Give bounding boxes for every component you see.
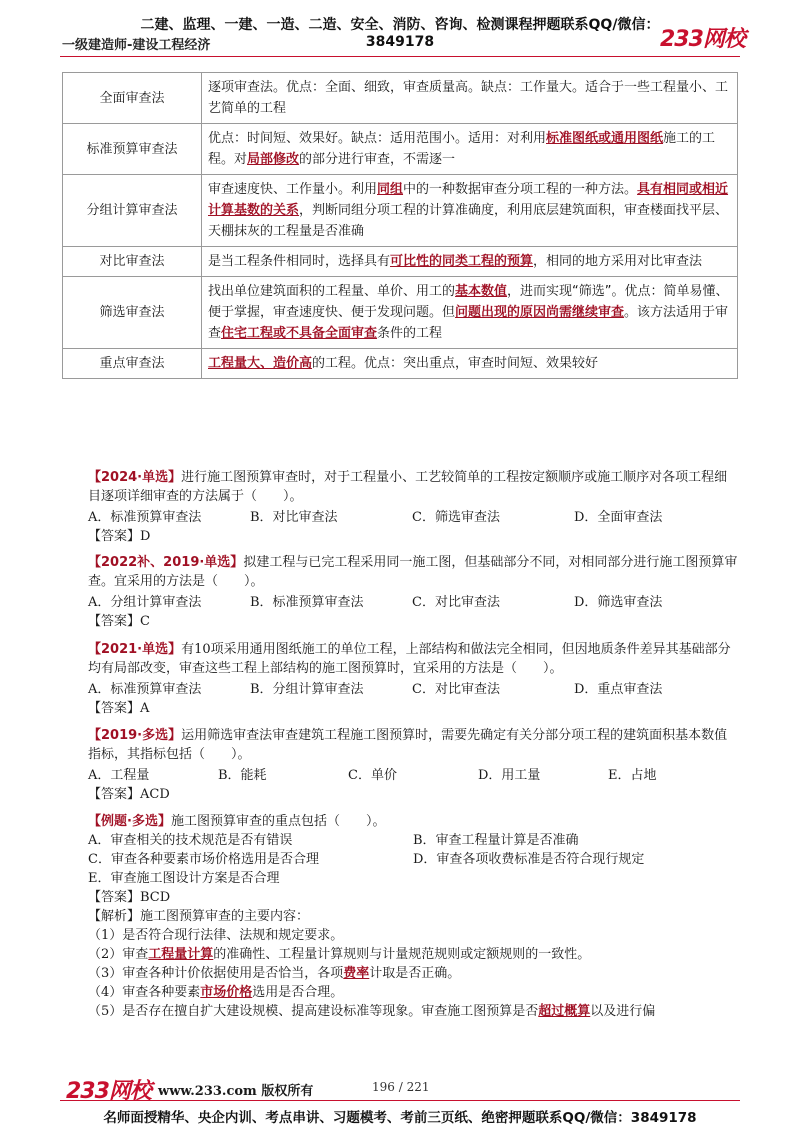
key-term: 局部修改 [247,152,300,167]
brand-logo: 233网校 [660,27,745,52]
text-run: 是当工程条件相同时，选择具有 [208,254,391,269]
question-tag: 【2019·多选】 [88,728,182,743]
answer: 【答案】A [88,701,150,716]
text-run: 施工的工程。对 [208,131,716,167]
option-b: B．审查工程量计算是否准确 [413,833,579,848]
text-run: （5）是否存在擅自扩大建设规模、提高建设标准等现象。审查施工图预算是否 [88,1004,539,1019]
text-run: 逐项审查法。优点：全面、细致，审查质量高。缺点：工作量大。适合于一些工程量小、工艺简单的工程 [208,80,729,116]
footer-contact-line: 名师面授精华、央企内训、考点串讲、习题模考、考前三页纸、绝密押题联系QQ/微信：3849178 [103,1110,697,1126]
method-description [202,277,738,349]
question-stem: 进行施工图预算审查时，对于工程量小、工艺较简单的工程按定额顺序或施工顺序对各项工程细目逐项详细审查的方法属于（ ）。 [88,470,728,504]
method-name: 全面审查法 [63,73,202,124]
table-row [63,277,738,349]
method-description [202,73,738,124]
table-row [63,247,738,277]
question-1 [88,468,738,546]
key-term: 标准图纸或通用图纸 [546,131,664,146]
text-run: （3）审查各种计价依据使用是否恰当，各项 [88,966,344,981]
method-description [202,124,738,175]
question-4 [88,726,738,804]
review-methods-table [62,72,738,379]
answer: 【答案】BCD [88,890,171,905]
text-run: 中的一种数据审查分项工程的一种方法。 [403,182,638,197]
method-description [202,247,738,277]
text-run: 的工程。优点：突出重点，审查时间短、效果较好 [312,356,599,371]
option-e: E．占地 [608,768,657,783]
text-run: ，进而实现“筛选”。优点：简单易懂、便于掌握，审查速度快、便于发现问题。但 [208,284,729,320]
option-b: B．能耗 [218,768,267,783]
option-list [88,680,738,699]
option-d: D．审查各项收费标准是否符合现行规定 [413,852,645,867]
header-contact-line: 二建、监理、一建、一造、二造、安全、消防、咨询、检测课程押题联系QQ/微信：3849178 [140,17,660,50]
option-c: C．审查各种要素市场价格选用是否合理 [88,852,319,867]
answer: 【答案】D [88,529,151,544]
option-a: A．分组计算审查法 [88,595,202,610]
analysis-item [88,964,738,983]
table-row [63,175,738,247]
text-run: （2）审查 [88,947,149,962]
question-2 [88,553,738,631]
analysis-title: 【解析】施工图预算审查的主要内容： [88,909,310,924]
analysis-item [88,945,738,964]
option-row-2 [88,850,738,869]
text-run: ，判断同组分项工程的计算准确度，利用底层建筑面积，审查楼面找平层、天棚抹灰的工程量是否准确 [208,203,729,239]
option-d: D．用工量 [478,768,541,783]
method-name: 标准预算审查法 [63,124,202,175]
question-tag: 【2024·单选】 [88,470,182,485]
text-run: 以及进行偏 [590,1004,656,1019]
option-d: D．全面审查法 [574,510,663,525]
option-list [88,766,738,785]
question-tag: 【2022补、2019·单选】 [88,555,244,570]
question-tag: 【例题·多选】 [88,814,171,829]
header-book-title: 一级建造师-建设工程经济 [62,38,211,53]
key-term: 费率 [343,966,370,981]
text-run: 找出单位建筑面积的工程量、单价、用工的 [208,284,456,299]
key-term: 工程量大、造价高 [208,356,313,371]
text-run: 优点：时间短、效果好。缺点：适用范围小。适用：对利用 [208,131,547,146]
key-term: 问题出现的原因尚需继续审查 [455,305,625,320]
key-term: 住宅工程或不具备全面审查 [221,326,378,341]
option-c: C．筛选审查法 [412,510,500,525]
question-stem: 施工图预算审查的重点包括（ ）。 [170,814,386,829]
answer: 【答案】ACD [88,787,170,802]
text-run: 审查速度快、工作量小。利用 [208,182,378,197]
option-d: D．重点审查法 [574,682,663,697]
key-term: 基本数值 [455,284,508,299]
option-c: C．单价 [348,768,397,783]
option-a: A．标准预算审查法 [88,682,202,697]
option-e: E．审查施工图设计方案是否合理 [88,871,280,886]
option-c: C．对比审查法 [412,682,500,697]
text-run: 计取是否正确。 [369,966,461,981]
option-b: B．标准预算审查法 [250,595,364,610]
option-a: A．工程量 [88,768,150,783]
method-description [202,349,738,379]
text-run: （1）是否符合现行法律、法规和规定要求。 [88,928,344,943]
key-term: 可比性的同类工程的预算 [390,254,534,269]
text-run: ，相同的地方采用对比审查法 [533,254,703,269]
analysis-item [88,926,738,945]
page-number: 196 / 221 [372,1080,430,1094]
option-d: D．筛选审查法 [574,595,663,610]
method-name: 对比审查法 [63,247,202,277]
analysis-items [88,926,738,1021]
footer-logo: 233网校 [66,1079,151,1104]
text-run: 条件的工程 [377,326,443,341]
question-5 [88,812,738,1021]
key-term: 超过概算 [538,1004,591,1019]
text-run: 的部分进行审查，不需逐一 [299,152,456,167]
option-a: A．审查相关的技术规范是否有错误 [88,833,293,848]
question-tag: 【2021·单选】 [88,642,182,657]
option-row-1 [88,831,738,850]
key-term: 同组 [377,182,404,197]
option-a: A．标准预算审查法 [88,510,202,525]
analysis-item [88,1002,738,1021]
text-run: 的准确性、工程量计算规则与计量规范规则或定额规则的一致性。 [213,947,591,962]
method-name: 筛选审查法 [63,277,202,349]
option-b: B．分组计算审查法 [250,682,364,697]
option-list [88,593,738,612]
key-term: 工程量计算 [148,947,214,962]
table-row [63,349,738,379]
analysis-item [88,983,738,1002]
text-run: （4）审查各种要素 [88,985,201,1000]
question-stem: 运用筛选审查法审查建筑工程施工图预算时，需要先确定有关分部分项工程的建筑面积基本数值指标，其指标包括（ ）。 [88,728,728,762]
answer: 【答案】C [88,614,150,629]
key-term: 市场价格 [200,985,253,1000]
method-description [202,175,738,247]
question-stem: 拟建工程与已完工程采用同一施工图，但基础部分不同，对相同部分进行施工图预算审查。宜采用的方法是（ ）。 [88,555,738,589]
footer-copyright: www.233.com 版权所有 [158,1084,314,1099]
question-3 [88,640,738,718]
key-term: 具有相同或相近计算基数的关系 [208,182,729,218]
footer-divider [60,1100,740,1101]
table-row [63,73,738,124]
method-name: 分组计算审查法 [63,175,202,247]
option-list [88,508,738,527]
text-run: 选用是否合理。 [252,985,344,1000]
question-stem: 有10项采用通用图纸施工的单位工程，上部结构和做法完全相同，但因地质条件差异其基础部分均有局部改变，审查这些工程上部结构的施工图预算时，宜采用的方法是（ ）。 [88,642,731,676]
text-run: 。该方法适用于审查 [208,305,729,341]
header-divider [60,56,740,57]
option-c: C．对比审查法 [412,595,500,610]
option-b: B．对比审查法 [250,510,338,525]
method-name: 重点审查法 [63,349,202,379]
table-row [63,124,738,175]
